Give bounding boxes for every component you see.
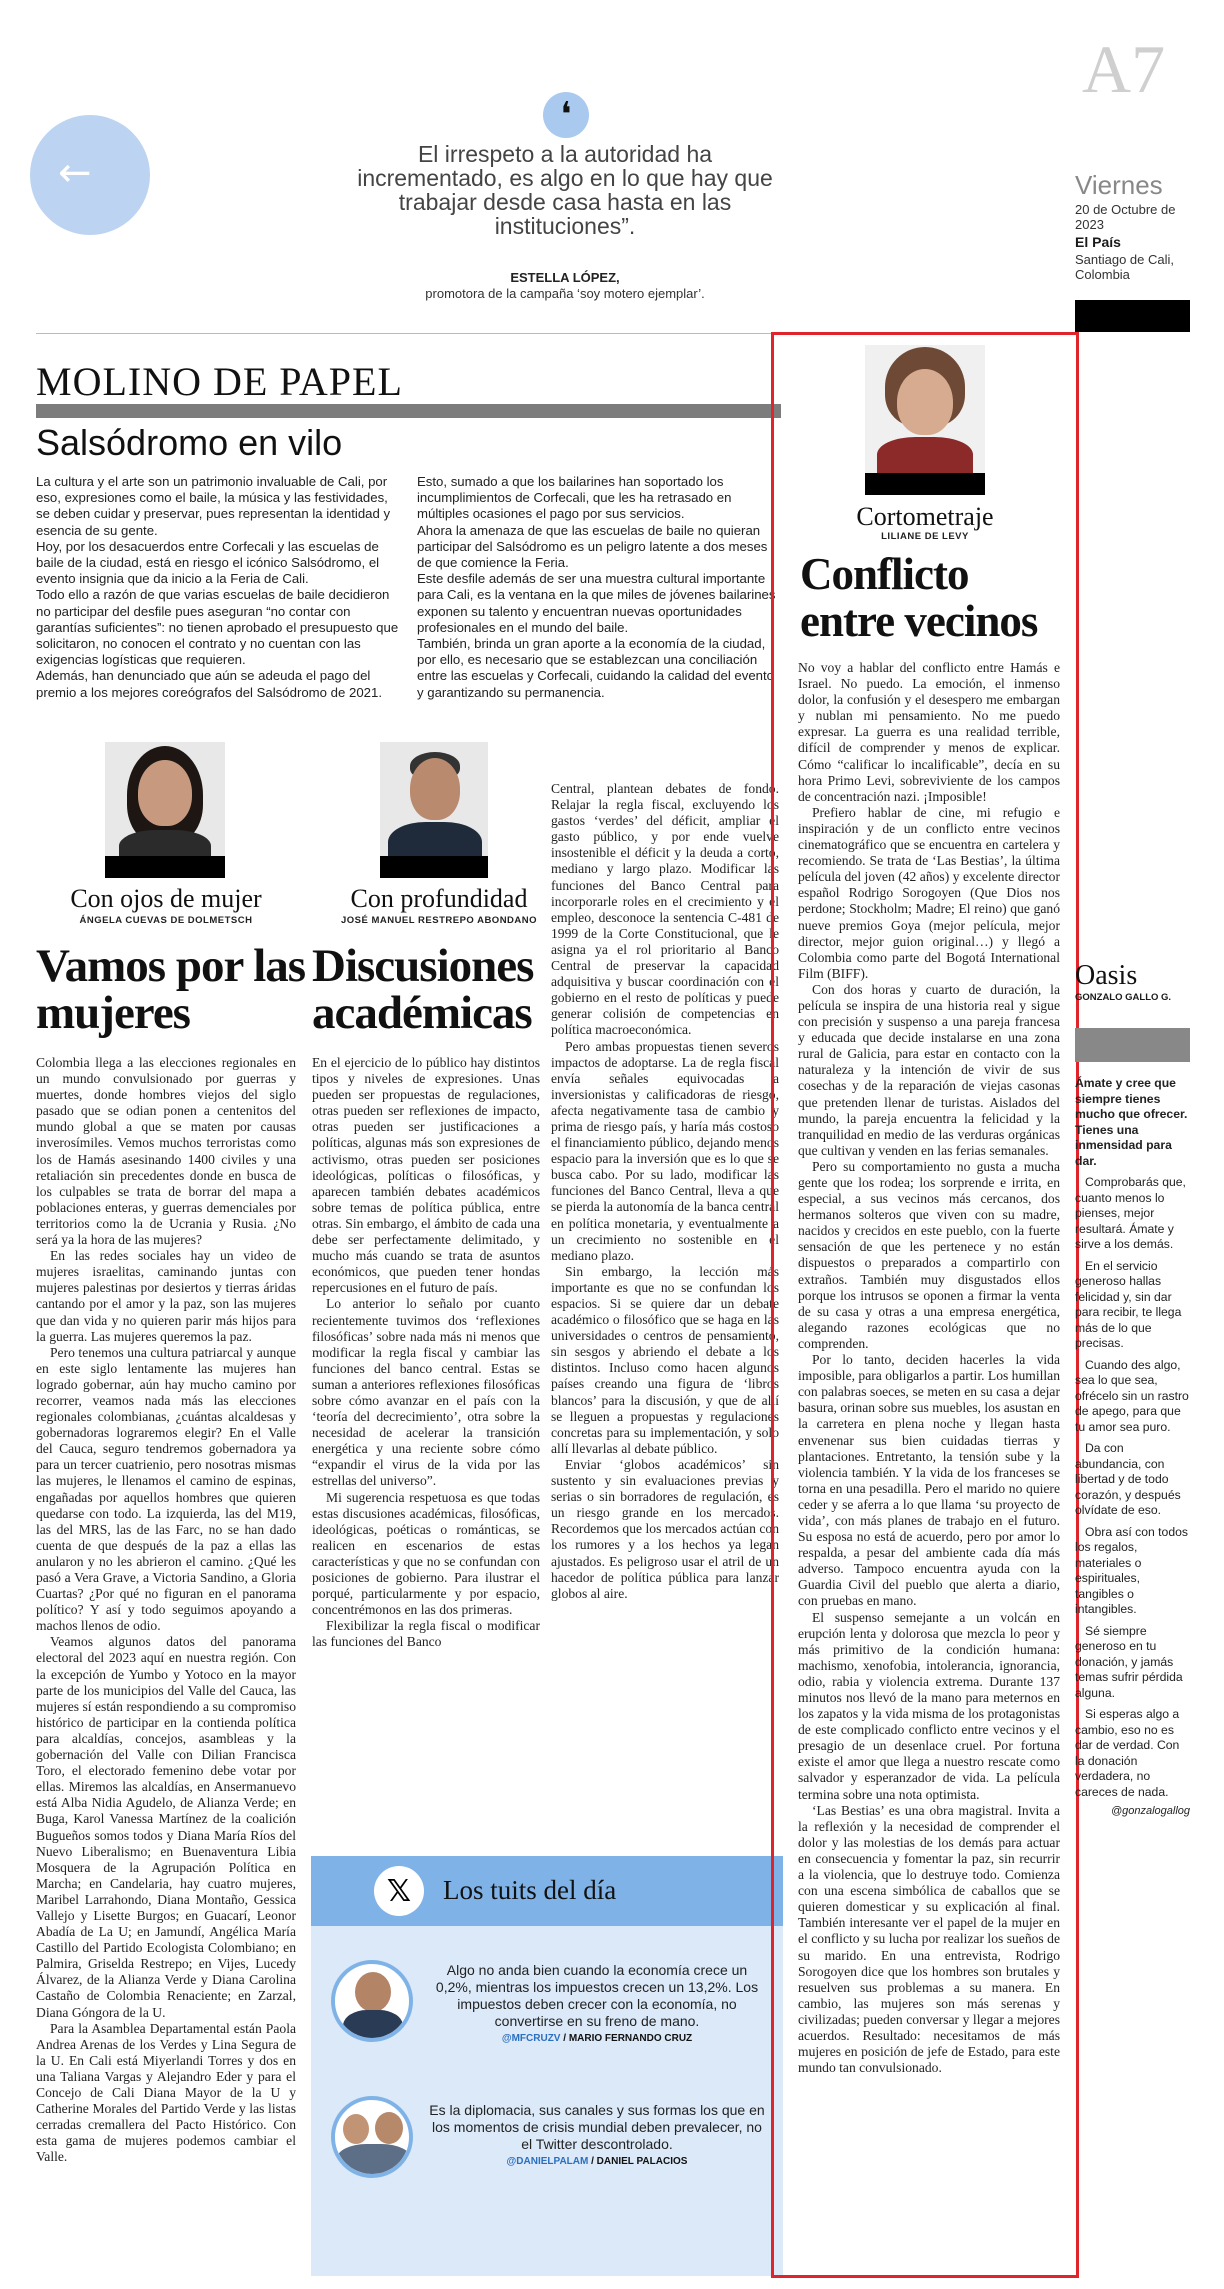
back-arrow-icon[interactable]: ← bbox=[58, 150, 92, 196]
paragraph: Cuando des algo, sea lo que sea, ofrécelo sin un rastro de apego, para que tu amor sea puro. bbox=[1075, 1357, 1189, 1434]
paragraph: Mi sugerencia respetuosa es que todas estas discusiones académicas, filosóficas, ideológicas, poéticas o románticas, se realicen en escenarios de estas características y que no se confundan con posiciones de gobierno. Para ilustrar el porqué, particularmente y por espacio, concentrémonos en las dos primeras. bbox=[312, 1489, 540, 1618]
issue-day: Viernes bbox=[1075, 170, 1163, 200]
article-body-profundidad-b bbox=[551, 781, 779, 1602]
paragraph: Flexibilizar la regla fiscal o modificar las funciones del Banco bbox=[312, 1618, 540, 1650]
paragraph: Colombia llega a las elecciones regionales en un mundo convulsionado por guerras y muertes, donde hombres viejos del siglo pasado que se odian ponen a centenitos del mundo global a que se maten por causas inverosímiles. Vemos muchos terroristas como los de Hamás asesinando 1400 civiles y una retaliación sin precedentes donde en busca de los culpables se trata de borrar del mapa a poblaciones enteras, y guerras demenciales por territorios como la de Ucrania y Rusia. ¿No será ya la hora de las mujeres? bbox=[36, 1055, 296, 1248]
section-bar bbox=[36, 404, 781, 418]
author-name-profundidad: JOSÉ MANUEL RESTREPO ABONDANO bbox=[340, 915, 538, 926]
header-black-block bbox=[1075, 300, 1190, 332]
paragraph: ‘Las Bestias’ es una obra magistral. Invita a la reflexión y la necesidad de comprender el dolor y las molestias de los demás para actuar en consecuencia y fomentar la paz, sin recurrir a la violencia, que lo destruye todo. Comienza con una escena simbólica de caballos que se quieren domesticar y su explicación al final. También interesante ver el papel de la mujer en el conflicto y su lucha por realizar los sueños de su marido. En una entrevista, Rodrigo Sorogoyen dice que los hombres son brutales y resuelven sus problemas a su manera. En cambio, las mujeres son más serenas y civilizadas; pueden conversar y llegar a mejores acuerdos. Resultado: necesitamos de más mujeres en posición de jefe de Estado, para este mundo tan convulsionado. bbox=[798, 1802, 1060, 2076]
paragraph: Pero ambas propuestas tienen severos impactos de adoptarse. La de regla fiscal envía señales equivocadas a inversionistas y calificadoras de riesgo, afecta negativamente tasa de cambio y prima de riesgo país, y haría más costoso el financiamiento público, dejando menos espacio para la inversión que es lo que se busca cabo. Por su lado, modificar las funciones del Banco Central, lleva a que se pierda la autonomía de la banca central en política monetaria, y eventualmente a un crecimiento no sostenible en el mediano plazo. bbox=[551, 1038, 779, 1263]
oasis-bar bbox=[1075, 1028, 1190, 1062]
paragraph: El suspenso semejante a un volcán en erupción lenta y dolorosa que mezcla lo peor y más primitivo de la condición humana: machismo, xenofobia, intolerancia, ignorancia, odio, rabia y violencia extrema. Durante 137 minutos nos llevó de la mano para meternos en los zapatos y la vida misma de los protagonistas de este complicado conflicto entre vecinos y el presagio de un desenlace cruel. Por fortuna existe el amor que llega a nuestro rescate como salvador y esperanzador de vida. La película termina sobre una nota optimista. bbox=[798, 1609, 1060, 1802]
paragraph: Comprobarás que, cuanto menos lo pienses, mejor resultará. Ámate y sirve a los demás. bbox=[1075, 1175, 1186, 1251]
issue-date: 20 de Octubre de 2023 bbox=[1075, 202, 1176, 232]
pull-quote: El irrespeto a la autoridad ha incrementado, es algo en lo que hay que trabajar desde casa hasta en las instituciones”. bbox=[357, 141, 773, 239]
pull-quote-role: promotora de la campaña ‘soy motero ejemplar’. bbox=[425, 286, 705, 301]
paragraph: Veamos algunos datos del panorama electoral del 2023 aquí en nuestra región. Con la excepción de Yumbo y Yotoco en la mayor parte de los municipios del Valle del Cauca, las mujeres sí están respondiendo a su compromiso histórico de participar en la contienda política para alcaldías, concejos, asambleas y la gobernación del Valle con Dilian Francisca Toro, el electorado femenino debe votar por ellas. Miremos las alcaldías, en Ansermanuevo está Alba Nidia Agudelo, de Alianza Verde; en Buga, Karol Vanessa Martínez de la coalición Bugueños somos todos y Diana María Ríos del Nuevo Liberalismo; en Buenaventura Libia Mosquera de la Agrupación Política en Marcha; en Candelaria, hay cuatro mujeres, Maribel Larrahondo, Diana Montaño, Gessica Vallejo y Lisette Burgos; en Guacarí, Leonor Abadía de La U; en Jamundí, Angélica María Castillo del Partido Ecologista Colombiano; en Palmira, Griselda Restrepo; en Vijes, Lucedy Álvarez, de la Alianza Verde y Diana Carolina Castaño de Colombia Renaciente; en Zarzal, Diana Góngora de la U. bbox=[36, 1634, 296, 2020]
header-divider bbox=[36, 333, 776, 334]
highlight-frame bbox=[771, 332, 1079, 2278]
paragraph: Da con abundancia, con libertad y de todo corazón, y después olvídate de eso. bbox=[1075, 1441, 1181, 1517]
article-body-mujer bbox=[36, 1055, 296, 2165]
paragraph: En las redes sociales hay un video de mujeres israelitas, caminando juntas con mujeres palestinas por desiertos y tierras áridas cantando por el amor y la paz, son las mujeres que dan vida y no quieren parir más hijos para la guerra. Las mujeres queremos la paz. bbox=[36, 1248, 296, 1344]
newspaper-name: El País bbox=[1075, 234, 1121, 250]
author-name-mujer: ÁNGELA CUEVAS DE DOLMETSCH bbox=[79, 915, 253, 926]
headline-profundidad: Discusiones académicas bbox=[312, 940, 534, 1039]
tweet-text: Es la diplomacia, sus canales y sus formas los que en los momentos de crisis mundial deben prevalecer, no el Twitter descontrolado. bbox=[429, 2102, 765, 2152]
newspaper-city: Santiago de Cali, Colombia bbox=[1075, 252, 1175, 282]
tweet-avatar-mario bbox=[331, 1960, 413, 2042]
headline-line: entre vecinos bbox=[800, 596, 1038, 646]
page-number: A7 bbox=[1082, 31, 1166, 107]
headline-line: Conflicto bbox=[800, 549, 969, 599]
editorial-col-1: La cultura y el arte son un patrimonio invaluable de Cali, por eso, expresiones como el baile, la música y las festividades, se deben cuidar y preservar, pues representan la identidad y esencia de su gente. Hoy, por los desacuerdos entre Corfecali y las escuelas de baile de la ciudad, está en riesgo el icónico Salsódromo, el evento insignia que da inicio a la Feria de Cali. Todo ello a razón de que varias escuelas de baile decidieron no participar del desfile pues aseguran “no contar con garantías suficientes”: no tienen aprobado el presupuesto que solicitaron, no conocen el contrato y no cuentan con las exigencias logísticas que requieren. Además, han denunciado que aún se adeuda el pago del premio a los mejores coreógrafos del Salsódromo de 2021. bbox=[36, 474, 399, 700]
paragraph: En el servicio generoso hallas felicidad y, sin dar para recibir, te llega más de lo que precisas. bbox=[1075, 1258, 1182, 1350]
paragraph: Sé siempre generoso en tu donación, y jamás temas sufrir pérdida alguna. bbox=[1075, 1623, 1183, 1700]
tweet-handle bbox=[428, 2033, 766, 2044]
column-name-mujer: Con ojos de mujer bbox=[70, 884, 262, 913]
paragraph: Prefiero hablar de cine, mi refugio e inspiración y de un conflicto entre vecinos cinematográfico que se encuentra en cartelera y recomiendo. Se trata de ‘Las Bestias’, la última película del joven (42 años) y excelente director español Rodrigo Sorogoyen (Que Dios nos perdone; Stockholm; Madre; El reino) que ganó nueve premios Goya (mejor película, mejor director, mejor guion original…) y llegó a Colombia como parte del Bogotá International Film (BIFF). bbox=[798, 804, 1060, 981]
author-name-cortometraje: LILIANE DE LEVY bbox=[881, 531, 969, 542]
author-photo-jose-manuel bbox=[380, 742, 488, 878]
paragraph: Con dos horas y cuarto de duración, la película se inspira de una historia real y sigue con precisión y suspenso a una pareja francesa y educada que decide instalarse en una zona rural de Galicia, para estar en contacto con la naturaleza y la intención de vivir de sus cosechas y de la reparación de viejas casonas que pretenden llenar de turistas. Aislados del mundo, la pareja encuentra la felicidad y la tranquilidad en medio de las verduras orgánicas que cultivan y venden en las ferias semanales. bbox=[798, 981, 1060, 1158]
paragraph: No voy a hablar del conflicto entre Hamás e Israel. No puedo. La emoción, el inmenso dolor, la confusión y el desespero me embargan y nublan mi pensamiento. No me puedo expresar. La guerra es una realidad terrible, difícil de comprender y menos de explicar. Cómo “calificar lo incalificable”, decía en su hora Primo Levi, sobreviviente de los campos de concentración nazi. ¡Imposible! bbox=[798, 660, 1060, 804]
column-name-cortometraje: Cortometraje bbox=[856, 502, 994, 531]
tweet-handle bbox=[428, 2156, 766, 2167]
author-name-oasis: GONZALO GALLO G. bbox=[1075, 992, 1172, 1003]
paragraph: Obra así con todos los regalos, materiales o espirituales, tangibles o intangibles. bbox=[1075, 1524, 1188, 1616]
paragraph: Central, plantean debates de fondo. Relajar la regla fiscal, excluyendo los gastos ‘verdes’ del déficit, ampliar el gasto público, y por ende vuelve insostenible el déficit y la deuda a corto, mediano y largo plazo. Modificar las funciones del Banco Central para incorporarle roles en el crecimiento y el empleo, desconoce la sentencia C-481 de 1999 de la Corte Constitucional, que le asigna ya el rol prioritario al Banco Central de preservar la capacidad adquisitiva y buscar coordinación con el gobierno en el resto de políticas y puede generar colisión de competencias en política macroeconómica. bbox=[551, 781, 779, 1038]
tweet-author: / MARIO FERNANDO CRUZ bbox=[560, 2033, 693, 2044]
author-photo-angela bbox=[105, 742, 225, 878]
article-body-oasis bbox=[1075, 1076, 1190, 1820]
paragraph: Lo anterior lo señalo por cuanto recientemente tuvimos dos ‘reflexiones filosóficas’ sobre nada más ni menos que modificar la regla fiscal y cambiar las funciones del banco central. Estas se suman a anteriores reflexiones filosóficas sobre cómo avanzar en el país con la ‘teoría del decrecimiento’, otra sobre la necesidad de acelerar la transición energética y una reciente sobre cómo “expandir el virus de la vida por las estrellas del universo”. bbox=[312, 1296, 540, 1489]
column-name-oasis: Oasis bbox=[1075, 960, 1138, 991]
editorial-col-2: Esto, sumado a que los bailarines han soportado los incumplimientos de Corfecali, que les ha retrasado en múltiples ocasiones el pago por sus servicios. Ahora la amenaza de que las escuelas de baile no quieran participar del Salsódromo es un peligro latente a dos meses de que comience la Feria. Este desfile además de ser una muestra cultural importante para Cali, es la ventana en la que miles de jóvenes bailarines exponen su talento y encuentran nuevas oportunidades profesionales en el mundo del baile. También, brinda un gran aporte a la economía de la ciudad, por ello, es necesario que se establezcan una conciliación entre las escuelas y Corfecali, cuidando la calidad del evento y garantizando su permanencia. bbox=[417, 474, 776, 700]
column-name-profundidad: Con profundidad bbox=[350, 884, 528, 913]
pull-quote-author: ESTELLA LÓPEZ, bbox=[510, 270, 620, 285]
tweet-text: Algo no anda bien cuando la economía crece un 0,2%, mientras los impuestos crecen un 13,2%. Los impuestos deben crecer con la economía, no convertirse en su freno de mano. bbox=[435, 1962, 759, 2029]
paragraph: Enviar ‘globos académicos’ sin sustento y sin evaluaciones previas y serias o sin borradores de regulación, es un riesgo grande en los mercados. Recordemos que los mercados actúan con los rumores y a los hechos ya legan ajustados. Es peligroso usar el atril de un hacedor de política pública para lanzar globos al aire. bbox=[551, 1456, 779, 1601]
tweets-title: Los tuits del día bbox=[443, 1875, 617, 1905]
editorial-title: Salsódromo en vilo bbox=[36, 422, 343, 463]
paragraph: Ámate y cree que siempre tienes mucho que ofrecer. Tienes una inmensidad para dar. bbox=[1075, 1076, 1188, 1168]
oasis-handle: @gonzalogallog bbox=[1110, 1805, 1190, 1817]
paragraph: Para la Asamblea Departamental están Paola Andrea Arenas de los Verdes y Lina Segura de la U. En Cali está Miyerlandi Torres y dos en una Taliana Vargas y Alejandro Eder y para el Concejo de Cali Diana Mayor de la U y Catherine Morales del Partido Verde y las listas cerradas cremallera del Pacto Histórico. Con esta gama de mujeres podemos cambiar el Valle. bbox=[36, 2020, 296, 2165]
paragraph: En el ejercicio de lo público hay distintos tipos y niveles de expresiones. Unas pueden ser propuestas de regulaciones, otras pueden ser reflexiones de impacto, otras pueden ser justificaciones a políticas, algunas más son expresiones de activismo, otras pueden ser posiciones ideológicas, políticas o filosóficas, y aparecen también debates académicos sobre temas de política pública, entre otras. Sin embargo, el ámbito de cada una debe ser perfectamente delimitado, y mucho más cuando se trata de asuntos económicos, que pueden tener hondas repercusiones en el futuro de país. bbox=[312, 1055, 540, 1296]
paragraph: Sin embargo, la lección más importante es que no se confundan los espacios. Si se quiere dar un debate académico o filosófico que se haga en las universidades o centros de pensamiento, sin sesgos y abriendo el debate a los distintos. Incluso como hacen algunos países creando una figura de ‘libros blancos’ para la discusión, y que de allí se lleguen a propuestas y regulaciones concretas para su implementación, y solo allí llevarlas al debate público. bbox=[551, 1263, 779, 1456]
tweet-handle-link[interactable]: @MFCRUZV bbox=[501, 2033, 561, 2044]
tweet-author: / DANIEL PALACIOS bbox=[588, 2156, 688, 2167]
paragraph: Por lo tanto, deciden hacerles la vida imposible, para obligarlos a partir. Los humillan con palabras soeces, se meten en su casa a dejar basura, orinan sobre sus muebles, los asustan en la carretera en plena noche y llegan hasta envenenar sus bien cuidadas tierras y plantaciones. Entretanto, la tensión sube y la violencia también. Y la vida de los franceses se torna en una pesadilla. Pero el marido no quiere ceder y se aferra a lo que llama ‘su proyecto de vida’, con más planes de trabajo en el futuro. Su esposa no está de acuerdo, pero por amor lo respalda, a pesar del ambiente cada día más adverso. Tampoco encuentra ayuda con la Guardia Civil del pueblo que alerta a diario, con pruebas en mano. bbox=[798, 1352, 1061, 1609]
paragraph: Si esperas algo a cambio, eso no es dar de verdad. Con la donación verdadera, no careces de nada. bbox=[1075, 1707, 1180, 1799]
quote-mark-icon: ❛ bbox=[543, 92, 589, 138]
tweet-avatar-daniel bbox=[331, 2096, 413, 2178]
tweet-handle-link[interactable]: @DANIELPALAM bbox=[506, 2156, 589, 2167]
paragraph: Pero tenemos una cultura patriarcal y aunque en este siglo lentamente las mujeres han logrado gobernar, aún hay mucho camino por recorrer, veamos nada más las elecciones regionales colombianas, ¿cuántas alcaldesas y gobernadoras lograremos elegir? En el Valle del Cauca, seguro tendremos gobernadora ya para un tercer cuatrienio, pero nosotras mismas las mujeres, le llenamos el camino de espinas, engañadas por aquellos hombres que quieren quedarse con todo. La izquierda, las del M19, las del MRS, las de las Farc, no se han dado cuenta de que después de la paz a ellas las anularon y no les abrieron el camino. ¿Qué les pasó a Vera Grave, a Victoria Sandino, a Gloria Cuartas? ¿Por qué no figuran en el panorama político? Y así y todo seguimos apoyando a machos llenos de odio. bbox=[36, 1344, 296, 1634]
section-title: MOLINO DE PAPEL bbox=[36, 359, 403, 404]
headline-mujer: Vamos por las mujeres bbox=[36, 940, 306, 1039]
x-logo-icon: 𝕏 bbox=[374, 1866, 424, 1916]
article-body-profundidad-a bbox=[312, 1055, 540, 1650]
paragraph: Pero su comportamiento no gusta a mucha gente que los rodea; los sorprende e irrita, en especial, a sus vecinos más cercanos, dos hermanos solteros que viven con su madre, nacidos y crecidos en este pueblo, con la fuerte sensación de que les pertenece y no están dispuestos o preparados a compartirlo con extraños. También muy disgustados ellos porque los intrusos se oponen a firmar la venta de su casa y otras a una empresa energética, alegando razones ecológicas que no comprenden. bbox=[798, 1158, 1060, 1351]
